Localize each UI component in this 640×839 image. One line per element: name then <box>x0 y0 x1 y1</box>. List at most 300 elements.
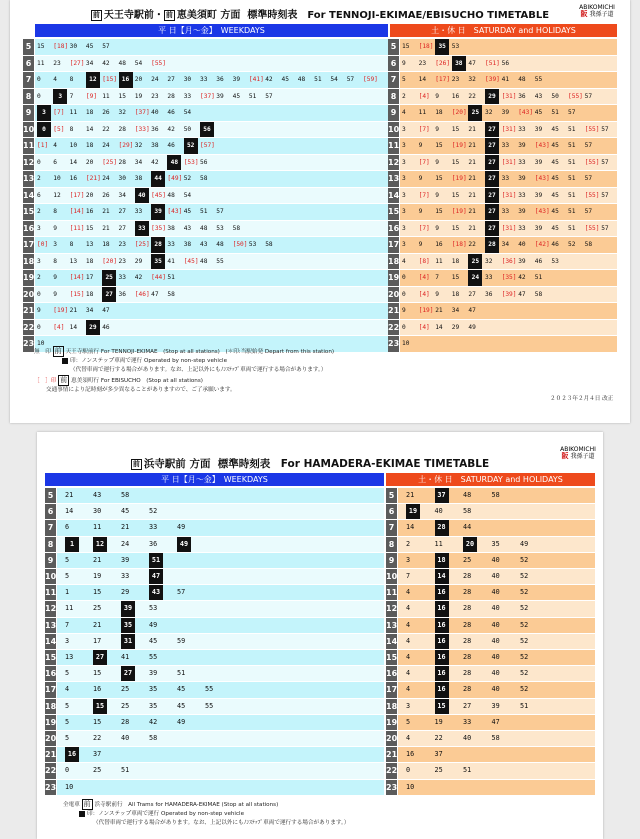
non-step-departure: 27 <box>485 204 499 220</box>
non-step-departure: 0 <box>37 122 51 138</box>
departure-minute: 27 <box>167 76 175 83</box>
departure-minute: 15 <box>435 208 443 215</box>
departure-minute: 3 <box>402 191 406 199</box>
departure-minute: 36 <box>151 125 159 133</box>
note-line: 印：ノンステップ車両で運行 Operated by non-step vehicle <box>63 810 349 819</box>
departure-minute: 46 <box>167 109 175 116</box>
departure-minute: 10 <box>69 142 78 149</box>
departure-minute: 0 <box>37 290 41 298</box>
departure-minute: 10 <box>406 782 415 791</box>
departure-minute: 48 <box>200 224 208 232</box>
departure-minute: 32 <box>485 109 493 116</box>
ebisucho-departure: [37] <box>200 92 215 100</box>
departure-minute: 38 <box>134 175 143 182</box>
weekday-cell <box>35 171 388 187</box>
departure-minute: 15 <box>37 43 45 50</box>
hour-label: 12 <box>23 155 34 171</box>
non-step-departure: 16 <box>119 72 133 88</box>
station-icon: 前 <box>92 10 100 19</box>
departure-minute: 3 <box>402 175 406 182</box>
departure-minute: 57 <box>102 43 110 50</box>
departure-minute: 45 <box>121 507 130 516</box>
departure-minute: 0 <box>402 274 406 281</box>
non-step-departure: 16 <box>65 747 79 762</box>
weekday-cell <box>57 520 384 535</box>
ebisucho-departure: [4] <box>418 274 430 281</box>
departure-minute: 52 <box>149 507 158 516</box>
departure-minute: 55 <box>216 257 224 265</box>
non-step-departure: 1 <box>65 537 79 552</box>
departure-minute: 6 <box>65 523 70 532</box>
departure-minute: 0 <box>37 158 41 166</box>
hour-label: 12 <box>386 601 397 616</box>
departure-minute: 43 <box>93 491 102 499</box>
non-step-departure: 35 <box>151 254 165 270</box>
holiday-cell <box>400 171 617 187</box>
departure-minute: 14 <box>418 76 427 83</box>
weekday-cell <box>35 204 388 220</box>
non-step-departure: 27 <box>121 666 135 681</box>
departure-minute: 45 <box>281 76 289 83</box>
departure-minute: 57 <box>584 92 593 100</box>
note-line: ［ ］印 前 恵美須町行 For EBISUCHO (Stop at all stations) <box>34 376 203 384</box>
ebisucho-departure: [19] <box>451 208 467 215</box>
departure-minute: 54 <box>134 59 143 67</box>
departure-minute: 3 <box>65 636 70 645</box>
departure-minute: 45 <box>177 701 186 710</box>
ebisucho-departure: [5] <box>53 125 65 133</box>
departure-minute: 44 <box>463 523 472 532</box>
departure-minute: 25 <box>121 701 130 710</box>
departure-minute: 10 <box>402 340 410 347</box>
departure-minute: 45 <box>551 191 559 199</box>
hour-label: 21 <box>386 747 397 762</box>
ebisucho-departure: [45] <box>151 191 166 199</box>
departure-minute: 52 <box>520 572 529 580</box>
departure-minute: 9 <box>418 142 423 149</box>
ebisucho-departure: [55] <box>151 59 166 67</box>
departure-minute: 0 <box>402 290 406 298</box>
departure-minute: 3 <box>406 555 411 564</box>
non-step-departure: 16 <box>435 650 449 665</box>
departure-minute: 51 <box>568 191 576 199</box>
departure-minute: 24 <box>121 539 130 548</box>
ebisucho-departure: [55] <box>584 158 600 166</box>
weekday-cell <box>35 39 388 55</box>
departure-minute: 4 <box>406 685 411 694</box>
departure-minute: 0 <box>37 323 41 331</box>
departure-minute: 0 <box>402 323 406 331</box>
weekday-header: 平 日【月～金】 WEEKDAYS <box>45 473 384 486</box>
non-step-departure: 27 <box>93 650 107 665</box>
departure-minute: 45 <box>551 224 559 232</box>
weekday-cell <box>35 320 388 336</box>
departure-minute: 57 <box>346 76 355 83</box>
departure-minute: 33 <box>501 175 510 182</box>
departure-minute: 13 <box>69 257 78 265</box>
departure-minute: 40 <box>491 685 500 694</box>
departure-minute: 55 <box>205 685 214 694</box>
ebisucho-departure: [39] <box>501 290 517 298</box>
ebisucho-departure: [31] <box>501 92 517 100</box>
non-step-departure: 27 <box>485 188 499 204</box>
hour-label: 18 <box>386 699 397 714</box>
non-step-departure: 39 <box>121 601 135 616</box>
departure-minute: 4 <box>406 734 411 742</box>
departure-minute: 28 <box>463 604 472 613</box>
ebisucho-departure: [18] <box>53 43 69 50</box>
ebisucho-departure: [4] <box>418 290 430 298</box>
departure-minute: 39 <box>518 257 526 265</box>
departure-minute: 13 <box>65 653 74 661</box>
hour-label: 15 <box>23 204 34 220</box>
departure-minute: 40 <box>491 636 500 645</box>
hour-label: 7 <box>45 520 56 535</box>
non-step-departure: 27 <box>485 122 499 138</box>
departure-minute: 33 <box>200 76 208 83</box>
holiday-cell <box>398 731 595 746</box>
ebisucho-departure: [19] <box>451 142 467 149</box>
departure-minute: 53 <box>248 241 257 248</box>
non-step-departure: 28 <box>151 237 165 253</box>
departure-minute: 15 <box>93 669 102 678</box>
departure-minute: 20 <box>85 158 94 166</box>
departure-minute: 18 <box>451 290 460 298</box>
departure-minute: 42 <box>134 274 143 281</box>
departure-minute: 15 <box>93 588 102 597</box>
ebisucho-departure: [31] <box>501 125 517 133</box>
departure-minute: 23 <box>151 92 159 100</box>
departure-minute: 9 <box>435 224 439 232</box>
departure-minute: 58 <box>463 507 472 516</box>
departure-minute: 57 <box>601 125 609 133</box>
departure-minute: 3 <box>37 257 41 265</box>
ebisucho-departure: [4] <box>53 323 65 331</box>
departure-minute: 45 <box>183 208 192 215</box>
departure-minute: 9 <box>418 241 423 248</box>
departure-minute: 34 <box>451 307 460 314</box>
non-step-departure: 15 <box>435 699 449 714</box>
hour-label: 21 <box>388 303 399 319</box>
departure-minute: 18 <box>85 257 94 265</box>
non-step-departure: 33 <box>135 221 149 237</box>
ebisucho-departure: [7] <box>418 158 430 166</box>
ebisucho-departure: [55] <box>584 125 600 133</box>
departure-minute: 14 <box>435 323 443 331</box>
hour-label: 9 <box>386 553 397 568</box>
departure-minute: 49 <box>177 717 186 726</box>
departure-minute: 34 <box>501 241 510 248</box>
departure-minute: 16 <box>435 241 443 248</box>
non-step-departure: 52 <box>184 138 198 154</box>
departure-minute: 19 <box>134 92 143 100</box>
departure-minute: 28 <box>118 158 126 166</box>
departure-minute: 32 <box>118 109 126 116</box>
departure-minute: 51 <box>314 76 322 83</box>
departure-minute: 45 <box>551 142 559 149</box>
non-step-departure: 25 <box>468 105 482 121</box>
departure-minute: 28 <box>463 653 472 661</box>
departure-minute: 45 <box>149 636 158 645</box>
departure-minute: 21 <box>65 491 74 499</box>
hour-label: 20 <box>386 731 397 746</box>
departure-minute: 33 <box>485 274 493 281</box>
departure-minute: 33 <box>518 158 526 166</box>
weekday-cell <box>57 666 384 681</box>
hour-label: 18 <box>23 254 34 270</box>
ebisucho-departure: [27] <box>69 59 85 67</box>
departure-minute: 47 <box>151 290 159 298</box>
weekday-cell <box>35 254 388 270</box>
departure-minute: 0 <box>37 76 41 83</box>
ebisucho-departure: [19] <box>418 307 434 314</box>
departure-minute: 53 <box>451 43 460 50</box>
non-step-departure: 20 <box>463 537 477 552</box>
departure-minute: 48 <box>297 76 306 83</box>
departure-minute: 11 <box>434 539 443 548</box>
note-line: （代替車両で運行する場合があります。なお、上記以外にもﾉﾝｽﾃｯﾌﾟ車両で運行する場合があります。） <box>93 820 350 826</box>
weekday-cell <box>35 72 388 88</box>
ebisucho-departure: [4] <box>418 92 430 100</box>
departure-minute: 39 <box>121 555 130 564</box>
departure-minute: 52 <box>520 685 529 694</box>
departure-minute: 51 <box>520 701 529 710</box>
departure-minute: 26 <box>102 109 110 116</box>
hour-label: 17 <box>388 237 399 253</box>
holiday-cell <box>400 303 617 319</box>
departure-minute: 15 <box>451 125 460 133</box>
holiday-cell <box>400 39 617 55</box>
note-line: 印：ノンステップ車両で運行 Operated by non-step vehicle <box>34 357 334 366</box>
departure-minute: 39 <box>232 76 241 83</box>
departure-minute: 35 <box>149 685 158 694</box>
hour-label: 5 <box>45 488 56 503</box>
weekday-cell <box>35 270 388 286</box>
departure-minute: 4 <box>65 685 70 694</box>
station-icon: 前 <box>132 459 140 468</box>
departure-minute: 15 <box>451 191 460 199</box>
departure-minute: 5 <box>406 717 411 726</box>
holiday-cell <box>398 666 595 681</box>
departure-minute: 8 <box>69 76 74 83</box>
non-step-departure: 25 <box>468 254 482 270</box>
weekday-cell <box>35 89 388 105</box>
ebisucho-departure: [8] <box>418 257 430 265</box>
departure-minute: 43 <box>200 241 208 248</box>
departure-minute: 2 <box>37 274 41 281</box>
departure-minute: 38 <box>151 142 159 149</box>
departure-minute: 18 <box>435 109 443 116</box>
ebisucho-departure: [49] <box>167 175 183 182</box>
departure-minute: 15 <box>85 224 94 232</box>
departure-minute: 25 <box>463 555 472 564</box>
departure-minute: 55 <box>534 76 543 83</box>
departure-minute: 48 <box>518 76 526 83</box>
holiday-cell <box>398 634 595 649</box>
ebisucho-departure: [9] <box>85 92 98 100</box>
holiday-cell <box>400 287 617 303</box>
departure-minute: 39 <box>149 669 158 678</box>
departure-minute: 3 <box>402 125 406 133</box>
departure-minute: 57 <box>601 158 609 166</box>
hour-label: 8 <box>386 537 397 552</box>
departure-minute: 39 <box>518 208 526 215</box>
departure-minute: 43 <box>534 92 543 100</box>
departure-minute: 8 <box>53 257 58 265</box>
departure-minute: 28 <box>463 685 472 694</box>
departure-minute: 49 <box>468 323 476 331</box>
non-step-departure: 27 <box>485 155 499 171</box>
holiday-cell <box>398 520 595 535</box>
non-step-departure: 40 <box>135 188 149 204</box>
holiday-cell <box>398 601 595 616</box>
departure-minute: 40 <box>434 507 443 516</box>
departure-minute: 52 <box>520 653 529 661</box>
departure-minute: 46 <box>102 323 110 331</box>
departure-minute: 29 <box>134 257 143 265</box>
departure-minute: 2 <box>37 175 41 182</box>
ebisucho-departure: [18] <box>418 43 434 50</box>
hour-label: 16 <box>388 221 399 237</box>
departure-minute: 37 <box>434 750 443 759</box>
sheet-title: 前 天王寺駅前・ 前 恵美須町 方面 標準時刻表 For TENNOJI-EKIMAE/EBISUCHO TIMETABLE <box>92 10 550 21</box>
hour-label: 21 <box>23 303 34 319</box>
weekday-cell <box>57 537 384 552</box>
non-step-departure: 27 <box>102 287 116 303</box>
weekday-cell <box>57 634 384 649</box>
hour-label: 6 <box>386 504 397 519</box>
sheet-title: 前 浜寺駅前 方面 標準時刻表 For HAMADERA-EKIMAE TIMETABLE <box>132 458 490 470</box>
non-step-departure: 29 <box>485 89 499 105</box>
hour-label: 20 <box>388 287 399 303</box>
ebisucho-departure: [57] <box>200 142 215 149</box>
departure-minute: 22 <box>93 734 102 742</box>
ebisucho-departure: [17] <box>435 76 451 83</box>
departure-minute: 15 <box>402 43 410 50</box>
non-step-departure: 16 <box>435 666 449 681</box>
departure-minute: 0 <box>406 766 411 775</box>
departure-minute: 32 <box>485 257 493 265</box>
departure-minute: 45 <box>85 43 94 50</box>
hour-label: 12 <box>45 601 56 616</box>
departure-minute: 55 <box>149 653 158 661</box>
hour-label: 13 <box>386 618 397 633</box>
non-step-departure: 12 <box>93 537 107 552</box>
departure-minute: 11 <box>418 109 427 116</box>
departure-minute: 58 <box>121 491 130 499</box>
departure-minute: 4 <box>402 109 406 116</box>
departure-minute: 40 <box>491 604 500 613</box>
departure-minute: 21 <box>69 307 78 314</box>
ebisucho-departure: [35] <box>501 274 517 281</box>
departure-minute: 45 <box>232 92 241 100</box>
non-step-departure: 27 <box>485 171 499 187</box>
ebisucho-departure: [7] <box>53 109 65 116</box>
departure-minute: 33 <box>501 208 510 215</box>
departure-minute: 58 <box>149 734 158 742</box>
departure-minute: 4 <box>406 653 411 661</box>
departure-minute: 51 <box>121 766 130 775</box>
departure-minute: 17 <box>93 636 102 645</box>
ebisucho-departure: [42] <box>534 241 550 248</box>
hour-label: 21 <box>45 747 56 762</box>
departure-minute: 46 <box>534 257 543 265</box>
departure-minute: 35 <box>491 539 500 548</box>
hour-label: 22 <box>45 763 56 778</box>
holiday-cell <box>400 237 617 253</box>
departure-minute: 57 <box>601 191 609 199</box>
ebisucho-departure: [37] <box>134 109 150 116</box>
hour-label: 5 <box>386 488 397 503</box>
non-step-departure: 25 <box>102 270 116 286</box>
departure-minute: 46 <box>167 142 175 149</box>
ebisucho-departure: [43] <box>167 208 183 215</box>
ebisucho-departure: [14] <box>69 208 85 215</box>
holiday-cell <box>400 72 617 88</box>
departure-minute: 21 <box>102 224 110 232</box>
ebisucho-departure: [20] <box>451 109 467 116</box>
departure-minute: 16 <box>85 208 94 215</box>
holiday-cell <box>400 105 617 121</box>
departure-minute: 47 <box>468 59 476 67</box>
non-step-departure: 38 <box>452 56 466 72</box>
non-step-marker-icon <box>79 811 85 817</box>
departure-minute: 30 <box>93 507 102 516</box>
ebisucho-departure: [31] <box>501 224 517 232</box>
departure-minute: 28 <box>463 572 472 580</box>
weekday-cell <box>35 122 388 138</box>
departure-minute: 3 <box>402 241 406 248</box>
ebisucho-departure: [33] <box>134 125 150 133</box>
ebisucho-departure: [0] <box>37 241 49 248</box>
departure-minute: 10 <box>37 340 45 347</box>
departure-minute: 29 <box>121 588 130 597</box>
note-line: 全電車 前 浜寺駅前行 All Trams for HAMADERA-EKIMAE (Stop at all stations) <box>63 800 279 808</box>
weekday-cell <box>35 303 388 319</box>
departure-minute: 42 <box>102 59 110 67</box>
non-step-departure: 35 <box>435 39 449 55</box>
weekday-cell <box>35 56 388 72</box>
non-step-departure: 35 <box>121 618 135 633</box>
departure-minute: 28 <box>463 588 472 597</box>
departure-minute: 5 <box>65 734 70 742</box>
departure-minute: 52 <box>520 636 529 645</box>
departure-minute: 29 <box>451 323 460 331</box>
departure-minute: 47 <box>518 290 526 298</box>
hour-label: 15 <box>388 204 399 220</box>
departure-minute: 51 <box>463 766 472 775</box>
non-step-departure: 39 <box>151 204 165 220</box>
ebisucho-departure: [36] <box>501 257 517 265</box>
departure-minute: 47 <box>491 717 500 726</box>
weekday-cell <box>57 715 384 730</box>
holiday-cell <box>398 618 595 633</box>
departure-minute: 30 <box>69 43 78 50</box>
holiday-cell <box>398 585 595 600</box>
departure-minute: 5 <box>65 669 70 678</box>
departure-minute: 59 <box>177 636 186 645</box>
departure-minute: 57 <box>601 224 609 232</box>
departure-minute: 52 <box>520 669 529 678</box>
non-step-departure: 28 <box>435 520 449 535</box>
non-step-departure: 47 <box>149 569 163 584</box>
holiday-cell <box>398 682 595 697</box>
hour-label: 15 <box>45 650 56 665</box>
hour-label: 10 <box>23 122 34 138</box>
departure-minute: 3 <box>406 701 411 710</box>
weekday-cell <box>57 601 384 616</box>
weekday-cell <box>35 221 388 237</box>
